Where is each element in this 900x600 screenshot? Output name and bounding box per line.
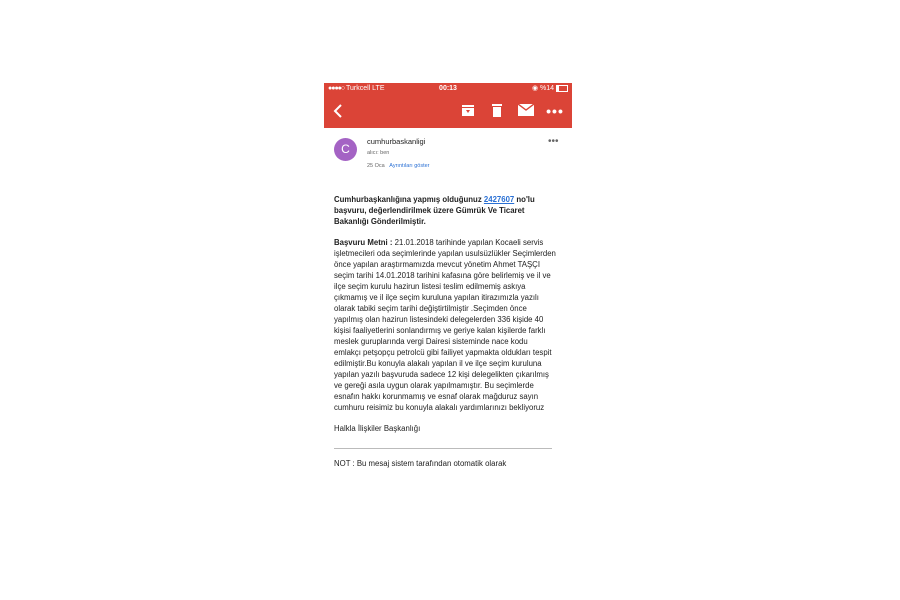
email-date: 25 Oca	[367, 163, 385, 169]
application-text-label: Başvuru Metni :	[334, 238, 393, 247]
email-header	[324, 128, 572, 188]
network-type: LTE	[372, 85, 385, 92]
intro-text-before: Cumhurbaşkanlığına yapmış olduğunuz	[334, 195, 484, 204]
back-arrow-icon[interactable]	[330, 103, 346, 120]
battery-icon	[556, 85, 568, 92]
archive-icon[interactable]	[460, 103, 476, 120]
battery-percent: %14	[540, 85, 555, 92]
application-text-paragraph	[334, 237, 556, 413]
signature: Halkla İlişkiler Başkanlığı	[334, 424, 421, 433]
intro-paragraph	[334, 194, 556, 227]
show-details-link[interactable]: Ayrıntıları göster	[389, 163, 430, 169]
sender-avatar[interactable]: C	[334, 138, 357, 161]
application-text: 21.01.2018 tarihinde yapılan Kocaeli servis işletmecileri oda seçimlerinde yapılan usulsüzlükler Seçimlerden önce yapılan araştırmamızda mevcut yönetim Ahmet TAŞÇI seçim tarihi 14.01.2018 tarihini kafasına göre belirlemiş ve il ve ilçe seçim kurulu hazirun listesi teslim edilmemiş askıya çıkmamış ve il ilçe seçim kuruluna yapılan itirazımızla yazılı olarak tabiki seçim tarihi değiştirtilmiştir .Seçimden önce yapılmış olan hazirun listesindeki delegelerden 336 kişide 40 kişisi faaliyetlerini sonlandırmış ve geriye kalan kişilerde farklı meslek guruplarında vergi Dairesi sisteminde nace kodu emlakçı petşopçu petrolcü gibi failiyet yapmakta oldukları tespit edilmiştir.Bu konuyla alakalı yapılan il ve ilçe seçim kuruluna yapılan yazılı başvuruda sadece 12 kişi delegelikten çıkarılmış ve gereği asıla uygun olarak yapılmamıştır. Bu seçimlerde esnafın hakkı korunmamış ve esnaf olarak mağduruz sayın cumhuru reisimiz bu konuyla alakalı yardımlarınızı bekliyoruz	[334, 238, 556, 412]
signal-strength-icon: ●●●●○	[328, 85, 345, 92]
mail-icon[interactable]	[517, 103, 535, 120]
recipient-line: alıcı: ben	[367, 150, 390, 156]
status-right	[532, 83, 568, 95]
divider	[334, 448, 552, 449]
message-more-icon[interactable]: •••	[548, 136, 559, 147]
footer-note: NOT : Bu mesaj sistem tarafından otomatik olarak	[334, 459, 507, 468]
phone-screen	[324, 83, 572, 520]
status-bar	[324, 83, 572, 95]
email-body	[334, 194, 556, 469]
status-time: 00:13	[439, 85, 457, 92]
trash-icon[interactable]	[489, 103, 505, 120]
date-line	[367, 163, 430, 169]
sender-name: cumhurbaskanligi	[367, 137, 426, 146]
carrier-name: Turkcell	[345, 85, 371, 92]
intro-text-after: no'lu başvuru, değerlendirilmek üzere Gümrük Ve Ticaret Bakanlığı Gönderilmiştir.	[334, 195, 535, 226]
application-number-link[interactable]: 2427607	[483, 195, 515, 204]
more-options-icon[interactable]: •••	[546, 103, 564, 119]
app-toolbar	[324, 95, 572, 128]
location-icon: ◉	[531, 85, 539, 92]
